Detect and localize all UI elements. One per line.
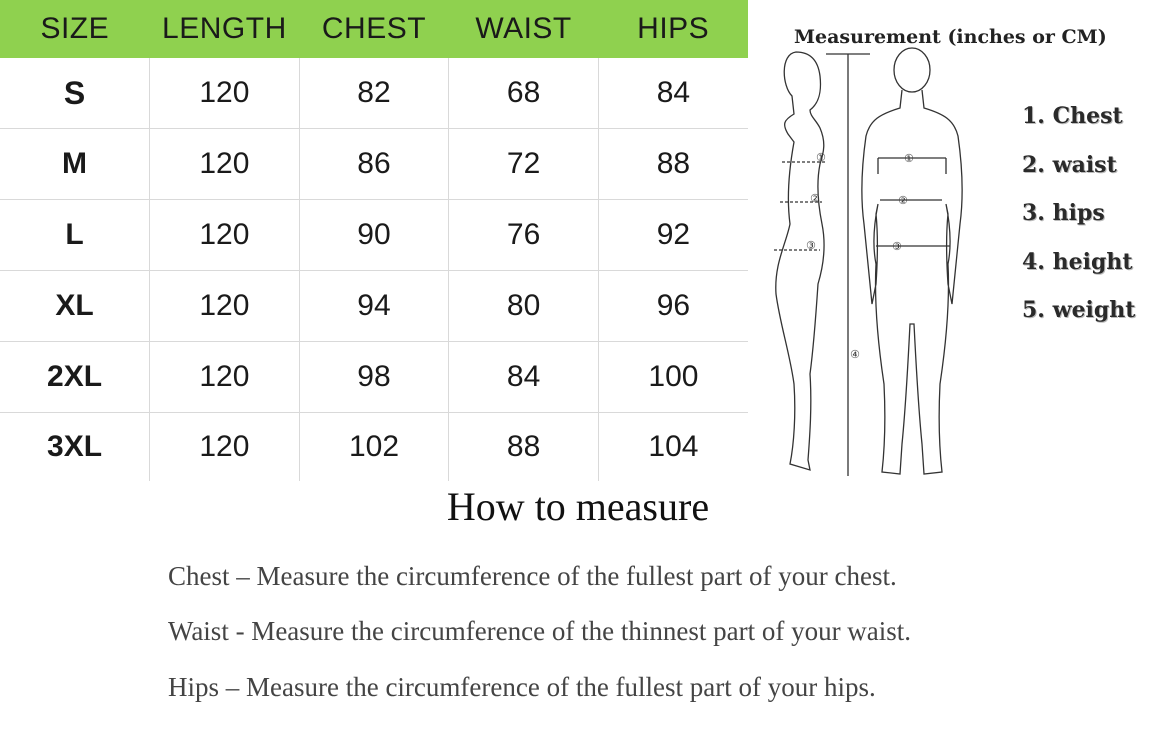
- table-row: [0, 342, 748, 413]
- cell-hips: 96: [598, 271, 748, 342]
- cell-size: L: [0, 200, 150, 271]
- measurement-figure: [760, 24, 1156, 484]
- cell-waist: 72: [449, 129, 599, 200]
- header-size: SIZE: [0, 0, 150, 58]
- how-to-measure-title: How to measure: [446, 484, 710, 529]
- table-header-row: [0, 0, 748, 58]
- table-row: [0, 58, 748, 129]
- cell-chest: 102: [299, 413, 449, 482]
- list-item-weight: 5. weight: [1022, 297, 1136, 323]
- cell-length: 120: [150, 271, 300, 342]
- list-item-height: 4. height: [1022, 248, 1133, 275]
- cell-chest: 86: [299, 129, 449, 200]
- cell-hips: 88: [598, 129, 748, 200]
- cell-hips: 100: [598, 342, 748, 413]
- header-length: LENGTH: [150, 0, 300, 58]
- marker-2-front: ②: [898, 194, 908, 207]
- header-chest: CHEST: [299, 0, 449, 58]
- cell-chest: 98: [299, 342, 449, 413]
- cell-length: 120: [150, 200, 300, 271]
- cell-size: M: [0, 129, 150, 200]
- cell-size: 3XL: [0, 413, 150, 482]
- figure-title: Measurement (inches or CM): [794, 26, 1107, 48]
- cell-size: 2XL: [0, 342, 150, 413]
- table-row: [0, 271, 748, 342]
- cell-waist: 68: [449, 58, 599, 129]
- cell-waist: 76: [449, 200, 599, 271]
- table-row: [0, 129, 748, 200]
- cell-hips: 104: [648, 430, 699, 463]
- cell-hips: 92: [598, 200, 748, 271]
- cell-waist: 88: [449, 413, 599, 482]
- cell-chest: 82: [299, 58, 449, 129]
- cell-size: S: [0, 58, 150, 129]
- cell-hips: 84: [598, 58, 748, 129]
- marker-2: ②: [810, 192, 820, 205]
- list-item-chest: 1. Chest: [1022, 103, 1123, 129]
- marker-3-front: ③: [892, 240, 902, 253]
- cell-size: XL: [0, 271, 150, 342]
- instruction-waist: Waist - Measure the circumference of the thinnest part of your waist.: [168, 616, 912, 646]
- cell-waist: 84: [449, 342, 599, 413]
- marker-3: ③: [806, 239, 816, 252]
- cell-length: 120: [150, 413, 300, 482]
- cell-length: 120: [150, 58, 300, 129]
- list-item-hips: 3. hips: [1022, 200, 1105, 226]
- cell-waist: 80: [449, 271, 599, 342]
- cell-length: 120: [150, 129, 300, 200]
- size-chart-table: [0, 0, 748, 481]
- measurement-list: [1022, 98, 1135, 341]
- cell-chest: 90: [299, 200, 449, 271]
- marker-1: ①: [816, 151, 826, 164]
- list-item-waist: 2. waist: [1022, 151, 1117, 178]
- instruction-hips: Hips – Measure the circumference of the fullest part of your hips.: [168, 672, 876, 702]
- marker-1-front: ①: [904, 152, 914, 165]
- body-outline-illustration: [760, 24, 1020, 484]
- table-row: [0, 413, 748, 482]
- header-hips: HIPS: [598, 0, 748, 58]
- marker-4: ④: [850, 348, 860, 361]
- header-waist: WAIST: [449, 0, 599, 58]
- table-row: [0, 200, 748, 271]
- cell-length: 120: [150, 342, 300, 413]
- cell-chest: 94: [299, 271, 449, 342]
- instruction-chest: Chest – Measure the circumference of the fullest part of your chest.: [168, 561, 897, 591]
